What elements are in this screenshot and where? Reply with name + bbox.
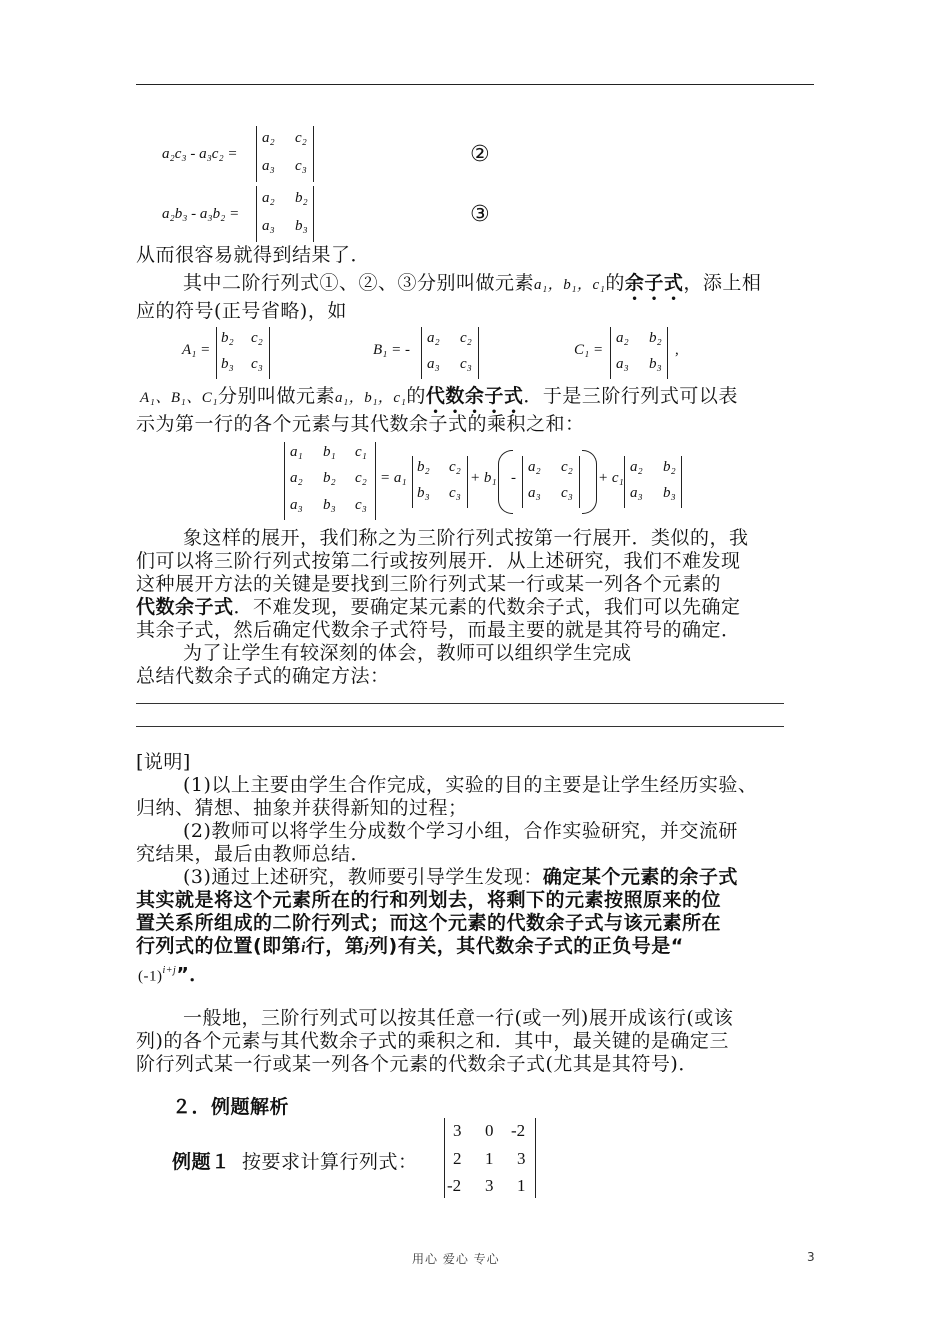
formula-3-matrix	[256, 186, 314, 242]
minor-1	[412, 456, 468, 508]
term-cofactor: 代数余子式	[136, 596, 234, 618]
page-number: 3	[807, 1250, 815, 1264]
matrix-cell: b₃	[649, 356, 662, 372]
matrix-cell: a₃	[290, 497, 303, 513]
note-line	[136, 934, 684, 960]
equation-label-2: ②	[470, 142, 490, 167]
math-var: i	[301, 940, 306, 956]
math-vars: a₁，b₁，c₁	[335, 390, 407, 406]
term-cofactor: 代数余子式	[425, 385, 524, 407]
matrix-cell: a₃	[630, 485, 643, 501]
paragraph-line: 示为第一行的各个元素与其代数余子式的乘积之和：	[136, 413, 585, 435]
text: 的	[406, 385, 426, 407]
matrix-cell: c₁	[355, 444, 367, 460]
matrix-cell: -2	[511, 1121, 526, 1140]
text: 行，第	[305, 935, 365, 957]
text: 的	[605, 272, 625, 294]
paragraph-line: 为了让学生有较深刻的体会，教师可以组织学生完成	[183, 642, 632, 664]
matrix-cell: b₃	[295, 218, 308, 234]
matrix-cell: a₃	[528, 485, 541, 501]
matrix-cell: c₂	[460, 330, 472, 346]
matrix-cell: 3	[453, 1121, 462, 1140]
matrix-cell: b₂	[295, 190, 308, 206]
text: ”．	[176, 963, 209, 986]
matrix-cell: c₂	[449, 459, 461, 475]
math-vars: A₁、B₁、C₁	[140, 390, 218, 406]
matrix-cell: b₃	[417, 485, 430, 501]
text: 列)有关，其代数余子式的正负号是“	[369, 935, 684, 957]
matrix-cell: a₂	[262, 190, 275, 206]
matrix-cell: -2	[447, 1176, 462, 1195]
note-line: 置关系所组成的二阶行列式；而这个元素的代数余子式与该元素所在	[136, 912, 722, 934]
cofactor-c-lhs: C₁ =	[574, 342, 604, 358]
matrix-cell: a₃	[616, 356, 629, 372]
expansion-eq: = a₁	[380, 470, 407, 486]
matrix-cell: 1	[485, 1149, 494, 1168]
matrix-cell: a₂	[630, 459, 643, 475]
text: 行列式的位置(即第	[136, 935, 302, 957]
paragraph-line: 应的符号(正号省略)，如	[136, 300, 347, 322]
matrix-cell: a₃	[262, 158, 275, 174]
matrix-cell: c₃	[251, 356, 263, 372]
sign-exponent: i+j	[162, 965, 177, 976]
section-heading: ２．例题解析	[172, 1096, 290, 1118]
expansion-plus-c: + c₁	[598, 470, 624, 486]
matrix-cell: a₂	[262, 130, 275, 146]
cofactor-a-lhs: A₁ =	[182, 342, 211, 358]
matrix-cell: a₃	[427, 356, 440, 372]
text: 分别叫做元素	[217, 385, 335, 407]
paragraph-line: 象这样的展开，我们称之为三阶行列式按第一行展开．类似的，我	[183, 527, 749, 549]
term-minor: 余子式	[624, 272, 684, 294]
matrix-cell: a₂	[290, 470, 303, 486]
minor-3	[624, 456, 682, 508]
note-line: 归纳、猜想、抽象并获得新知的过程；	[136, 797, 468, 819]
note-line: (1)以上主要由学生合作完成，实验的目的主要是让学生经历实验、	[183, 774, 758, 796]
example-text: 按要求计算行列式：	[242, 1151, 418, 1173]
paragraph-line: 们可以将三阶行列式按第二行或按列展开．从上述研究，我们不难发现	[136, 550, 741, 572]
note-line: 究结果，最后由教师总结．	[136, 843, 371, 865]
matrix-cell: b₂	[663, 459, 676, 475]
header-rule	[136, 84, 814, 85]
minor-2	[522, 456, 580, 508]
example-label: 例题１	[172, 1151, 231, 1173]
note-line	[183, 865, 738, 889]
expansion-minus: -	[511, 470, 516, 486]
cofactor-c-matrix	[610, 327, 668, 379]
matrix-cell: 0	[485, 1121, 494, 1140]
matrix-cell: a₂	[616, 330, 629, 346]
matrix-cell: b₃	[221, 356, 234, 372]
answer-blank-line[interactable]	[136, 726, 784, 727]
paragraph-line: 阶行列式某一行或某一列各个元素的代数余子式(尤其是其符号)．	[136, 1053, 698, 1075]
matrix-cell: 2	[453, 1149, 462, 1168]
paragraph-line: 列)的各个元素与其代数余子式的乘积之和．其中，最关键的是确定三	[136, 1030, 729, 1052]
matrix-cell: b₁	[323, 444, 336, 460]
matrix-cell: b₂	[649, 330, 662, 346]
expansion-plus-b: + b₁	[470, 470, 497, 486]
text: ．于是三阶行列式可以表	[523, 385, 738, 407]
text: (3)通过上述研究，教师要引导学生发现：	[183, 866, 543, 888]
matrix-cell: 3	[485, 1176, 494, 1195]
paragraph-line: 这种展开方法的关键是要找到三阶行列式某一行或某一列各个元素的	[136, 573, 722, 595]
math-var: j	[364, 940, 370, 956]
matrix-cell: c₂	[251, 330, 263, 346]
formula-2-matrix	[256, 126, 314, 182]
matrix-cell: b₃	[323, 497, 336, 513]
matrix-cell: c₂	[295, 130, 307, 146]
answer-blank-line[interactable]	[136, 703, 784, 704]
matrix-cell: c₂	[355, 470, 367, 486]
matrix-cell: c₂	[561, 459, 573, 475]
big-matrix	[284, 442, 376, 520]
cofactor-b-matrix	[421, 327, 479, 379]
example-matrix	[444, 1118, 536, 1198]
paragraph-line: 总结代数余子式的确定方法：	[136, 665, 390, 687]
equation-label-3: ③	[470, 202, 490, 227]
footer-slogan: 用心 爱心 专心	[412, 1252, 500, 1266]
paren-close	[582, 450, 597, 514]
formula-2-lhs: a₂c₃ - a₃c₂ =	[162, 146, 238, 162]
matrix-cell: b₂	[323, 470, 336, 486]
matrix-cell: c₃	[561, 485, 573, 501]
matrix-cell: 1	[517, 1176, 526, 1195]
bold-text: 确定某个元素的余子式	[542, 866, 738, 888]
text: 其中二阶行列式①、②、③分别叫做元素	[183, 272, 535, 294]
matrix-cell: b₃	[663, 485, 676, 501]
matrix-cell: b₂	[221, 330, 234, 346]
paragraph-line: 从而很容易就得到结果了．	[136, 244, 371, 266]
matrix-cell: a₂	[528, 459, 541, 475]
math-vars: a₁，b₁，c₁	[534, 277, 606, 293]
paragraph-line	[136, 595, 741, 619]
paragraph-line: 一般地，三阶行列式可以按其任意一行(或一列)展开成该行(或该	[183, 1007, 734, 1029]
sign-formula: (-1)	[138, 968, 163, 985]
paragraph-line: 其余子式，然后确定代数余子式符号，而最主要的就是其符号的确定．	[136, 619, 741, 641]
matrix-cell: a₂	[427, 330, 440, 346]
matrix-cell: b₂	[417, 459, 430, 475]
matrix-cell: 3	[517, 1149, 526, 1168]
text: ，添上相	[683, 272, 762, 294]
note-title: [说明]	[136, 751, 191, 773]
text: ．不难发现，要确定某元素的代数余子式，我们可以先确定	[233, 596, 741, 618]
matrix-cell: c₃	[449, 485, 461, 501]
note-line: (2)教师可以将学生分成数个学习小组，合作实验研究，并交流研	[183, 820, 738, 842]
cofactor-a-matrix	[216, 327, 270, 379]
note-line: 其实就是将这个元素所在的行和列划去，将剩下的元素按照原来的位	[136, 889, 722, 911]
matrix-cell: a₃	[262, 218, 275, 234]
formula-3-lhs: a₂b₃ - a₃b₂ =	[162, 206, 240, 222]
cofactor-b-lhs: B₁ = -	[373, 342, 410, 358]
matrix-cell: a₁	[290, 444, 303, 460]
matrix-cell: c₃	[355, 497, 367, 513]
note-line	[138, 959, 209, 988]
matrix-cell: c₃	[460, 356, 472, 372]
cofactor-c-tail: ,	[675, 342, 679, 358]
matrix-cell: c₃	[295, 158, 307, 174]
